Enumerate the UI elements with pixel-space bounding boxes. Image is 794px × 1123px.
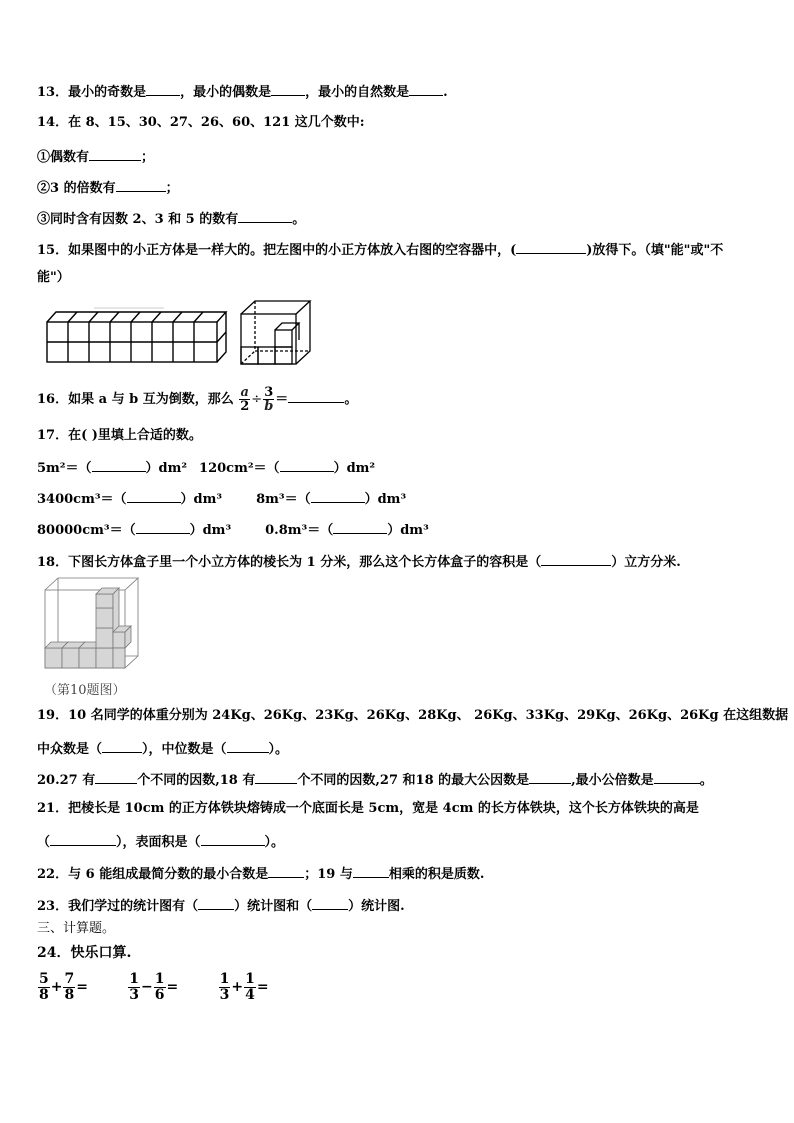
answer-blank[interactable] xyxy=(89,147,141,161)
answer-blank[interactable] xyxy=(516,240,586,254)
answer-blank[interactable] xyxy=(50,832,116,846)
section-heading: 三、计算题。 xyxy=(37,921,116,936)
answer-blank[interactable] xyxy=(333,520,387,534)
fraction-3-over-b: $\frac{3}{b}$ xyxy=(264,385,274,414)
answer-blank[interactable] xyxy=(654,770,700,784)
answer-blank[interactable] xyxy=(146,82,180,96)
answer-blank[interactable] xyxy=(201,832,265,846)
question-15-line1: 15．如果图中的小正方体是一样大的。把左图中的小正方体放入右图的空容器中，( )放得下。（填"能"或"不 xyxy=(37,240,723,259)
question-13: 13．最小的奇数是 ，最小的偶数是 ，最小的自然数是 . xyxy=(37,82,448,101)
question-20: 20.27 有 个不同的因数,18 有 个不同的因数,27 和18 的最大公因数是 ,最小公倍数是 。 xyxy=(37,770,713,789)
box-with-cubes-figure xyxy=(42,576,140,671)
answer-blank[interactable] xyxy=(92,458,146,472)
question-14-a: ①偶数有 ； xyxy=(37,147,154,166)
question-18: 18．下图长方体盒子里一个小立方体的棱长为 1 分米，那么这个长方体盒子的容积是（ ）立方分米. xyxy=(37,552,681,571)
answer-blank[interactable] xyxy=(409,82,443,96)
answer-blank[interactable] xyxy=(255,770,297,784)
question-17-row1: 5m²＝（ ）dm² 120cm²＝（ ）dm² xyxy=(37,458,375,477)
answer-blank[interactable] xyxy=(280,458,334,472)
question-19-line2: 中众数是（ ），中位数是（ ）。 xyxy=(37,739,288,758)
answer-blank[interactable] xyxy=(288,389,344,403)
expression-3: $\frac{1}{3}$ + $\frac{1}{4}$ = xyxy=(219,970,269,1003)
question-21-line2: （ ），表面积是（ ）。 xyxy=(37,832,284,851)
question-17-row3: 80000cm³＝（ ）dm³ 0.8m³＝（ ）dm³ xyxy=(37,520,429,539)
empty-container-figure xyxy=(238,297,313,367)
answer-blank[interactable] xyxy=(238,209,292,223)
answer-blank[interactable] xyxy=(227,739,269,753)
answer-blank[interactable] xyxy=(353,864,389,878)
question-24-expressions xyxy=(37,970,269,1010)
question-14-b: ②3 的倍数有 ； xyxy=(37,178,179,197)
cube-row-figure xyxy=(44,300,229,365)
question-22: 22．与 6 能组成最简分数的最小合数是 ；19 与 相乘的积是质数. xyxy=(37,864,484,883)
answer-blank[interactable] xyxy=(311,489,365,503)
question-17-row2: 3400cm³＝（ ）dm³ 8m³＝（ ）dm³ xyxy=(37,489,406,508)
figure-caption: （第10题图） xyxy=(44,683,126,698)
question-16: 16．如果 a 与 b 互为倒数，那么 $\frac{a}{2}$ ÷ $\frac{3}{b}$ ＝ 。 xyxy=(37,385,358,414)
circled-two-mark: ② xyxy=(37,181,51,196)
answer-blank[interactable] xyxy=(116,178,166,192)
answer-blank[interactable] xyxy=(529,770,571,784)
question-23: 23．我们学过的统计图有（ ）统计图和（ ）统计图. xyxy=(37,896,405,915)
answer-blank[interactable] xyxy=(198,896,234,910)
question-17-stem: 17．在( )里填上合适的数。 xyxy=(37,428,202,443)
circled-three-mark: ③ xyxy=(37,212,51,227)
question-21-line1: 21．把棱长是 10cm 的正方体铁块熔铸成一个底面长是 5cm，宽是 4cm 的长方体铁块，这个长方体铁块的高是 xyxy=(37,801,699,816)
answer-blank[interactable] xyxy=(541,552,611,566)
expression-2: $\frac{1}{3}$ − $\frac{1}{6}$ = xyxy=(129,970,179,1003)
circled-one-mark: ① xyxy=(37,150,51,165)
expression-1: $\frac{5}{8}$ + $\frac{7}{8}$ = xyxy=(39,970,88,1003)
answer-blank[interactable] xyxy=(271,82,305,96)
answer-blank[interactable] xyxy=(127,489,181,503)
answer-blank[interactable] xyxy=(312,896,348,910)
question-14-stem: 14．在 8、15、30、27、26、60、121 这几个数中: xyxy=(37,115,365,130)
answer-blank[interactable] xyxy=(102,739,142,753)
answer-blank[interactable] xyxy=(268,864,304,878)
question-15-line2: 能"） xyxy=(37,270,70,285)
question-14-c: ③同时含有因数 2、3 和 5 的数有 。 xyxy=(37,209,305,228)
fraction-a-over-2: $\frac{a}{2}$ xyxy=(240,385,250,414)
answer-blank[interactable] xyxy=(95,770,137,784)
question-19-line1: 19．10 名同学的体重分别为 24Kg、26Kg、23Kg、26Kg、28Kg、 26Kg、33Kg、29Kg、26Kg、26Kg 在这组数据 xyxy=(37,708,789,723)
answer-blank[interactable] xyxy=(136,520,190,534)
question-24-stem: 24．快乐口算. xyxy=(37,945,132,961)
